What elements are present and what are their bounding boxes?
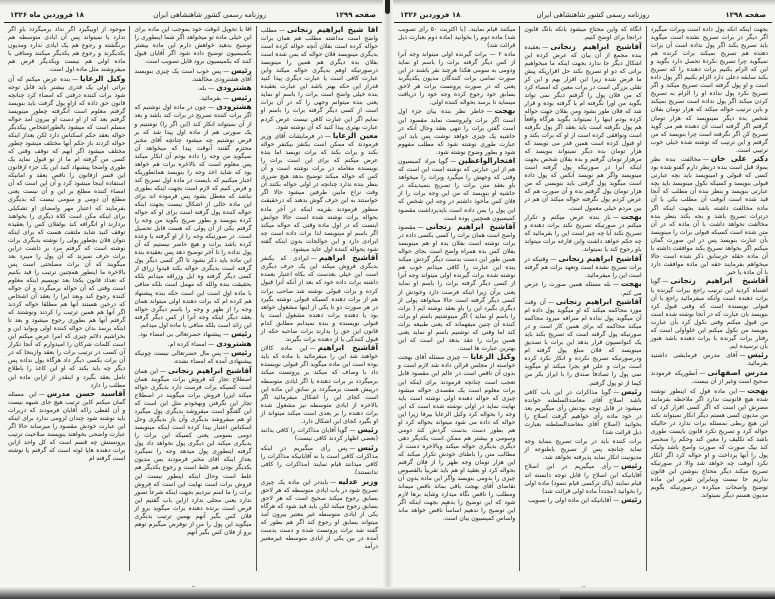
em-dash: — [330,478,337,486]
transcript-paragraph [524,213,641,254]
speaker-name: افتخارالواعظین [458,156,516,166]
paragraph-text: مخالفت بنده نظر بمواد قبل است بنده درنظر دارم گفتو شده بود کسی که قبولی و امینویسد باید بچه عبارتی قبولی بنویسد و کسیکه نکول مینویسد باید بچه عبارتی بنویسد و بنظر بنده آن مطلب که آنجا قید شده است آنوقت آن مطلب یکی با آن ماده مخالفت داشته باشد بجهت اینکه اگر درترات تصریح باشد و بجه بکند بنظر بنده مخالفت نخواهد داشت با آن ماده که در آن متن شده است کسیکه قبولی برات را مینویسد بآن عبارت بنویسد پس در این صورت گمان میکنم اگر بخواهد تصریح بکند موافقت داشته با آن ماده حقله حرسابق ذکر شده است حالا میخواهم بفرمایند حقه این ماده موافقت دارد با آن ماده یا خیر. [650,156,768,276]
em-dash: — [613,463,620,471]
paragraph-text: پس مال حضرتعالی نیست چونیکه پیشنهادی آمده که امضاء نشده. [134,350,252,366]
em-dash: — [223,67,230,75]
paragraph-text: پیشنهاد حضرتعالی بی امضاء بود. [138,331,222,339]
speaker-name: بهجت [747,385,768,395]
transcript-paragraph [524,496,641,505]
em-dash: — [72,75,79,83]
em-dash: — [542,43,549,51]
em-dash: — [613,497,620,505]
transcript-paragraph [524,255,641,280]
em-dash: — [699,369,706,377]
running-header [394,8,772,23]
paragraph-text: آنطوریکه فرمودند صحیح است وغیر از آن نیست. [650,369,768,386]
paragraph-text: مطلب واضح است مداشته مطلب هم همان برات حواله کرده است بفلان آنچه حواله کرده است بدیگری مینویسد فلان حواله که بمن شده است بفلان بده دیگری هم همین را مینویسد درصورتیکه اوهم بدیگری حواله میکند واین عبارت کافی است یا عبارت دیگری پیدا کنید قدراز این حکه بهتر باشد این عبارت بعقیده بنده خیلی واضح است برات را باسم او نماید یعنی بنده میتوانم وجهی را که در آن برات است از کسی دیگر گرفته برات را باسم او نمایم اگر این عبارت کافی نیست عرض کردم عبارت بهتری پیدا کنید که آن نوشته شود. [260,27,378,131]
em-dash: — [324,133,331,141]
paragraph-text: آقا با تحویل آنوقت خود بموجب این ماده برای این خیلی ماده تو میخواهد اگر شما اینطوری را توضیح بدهید خواهش دارم این ماده بیشتر بکمیسیون توضیح داده شود اگر آقایان قبول کنند که بکمیسیون برود قابل تصویب است. [134,26,252,66]
speaker-name: رئیس [747,350,768,360]
issue-date: ۱۸ فروردین ۱۳۲۶ [400,11,461,19]
paragraph-text: بفرمائید. [199,94,222,102]
em-dash: — [208,104,215,112]
transcript-paragraph [8,390,125,463]
paragraph-text: امضاء کرده ام. [167,340,207,348]
column [646,26,772,571]
speaker-name: رئیس [621,461,642,471]
em-dash: — [278,27,286,34]
issue-date: ۱۸ فروردین ماه ۱۳۲۶ [10,11,84,19]
em-dash: — [223,94,230,102]
em-dash: — [159,367,166,375]
binding-mark [385,0,390,14]
transcript-paragraph [651,369,768,386]
em-dash: — [223,331,230,339]
em-dash: — [349,444,356,452]
paragraph-text: گویا مذاکرات در این باب کافی باشد اصلاح آقای معاضدالسلطنه خوانده میشود در قابل توجه بودنش رأی میگیریم بعد در خود ماده رأی خواهیم گرفت اصلاح را بخوانید (اصلاح آقای معاضدالسلطنه بعبارت ذیل قرائت شد) [524,389,642,437]
em-dash: — [223,350,230,358]
paragraph-text: چون در ماده اول نوشتیم که اگر برات کننده تصریح در برات کند باشد و بعد از آن نمیتواند انکار کند (این اگر را) نوشتیم و یک صورتی هم از ماده اول پیدا شد که بر قرض نوشتیم چه میشود چنانچه آقای مخبر محترم گفتند آنوقت پیدا که میخواهد آن نمیگوید من وجه را داده بودم آن انکار میکند پس معلوم است که بالاخره برات هم خواهد بود که شاید اخذ وجه را بنویسد همانطوریکه اجبار میکنیم که بایست در ماده اول تصریح کند و فرض کنیم که لازم است بجهت اینکه بطوری نباشد که معطل بشود پس فرموده اند برای این ماده خالی از اشکال نیست بجهت اینکه حواله کننده پول گرفته است برای او که حواله کرده بنویسد و بطور صریح بگوید من وجه را گرفتم یکی از آن پولی که هست قابل تحصیل است. در صورتیکه وجه را از او گرفته یا وعده کرده باشد برات و هیچ حاضر نیستیم که آن پول نداده را تا آخر توضیح دهد پس بعقیده بنده این ماده باید ذکر بشود تا اگر کسی دیگر پول گرفته است بدیگری حواله بکند قیدوا زراق از کسی دیگر گرفته وه ایل وزراقه میدانم بلکه بحقیقت بنده والله که مهمل است بلکه منافی با ماده اول است این است حکه بنده پیشنهاد هم کرده ام که برات دهنده اولی میتواند همان وجه را از ظهر و وجه را باسم دیگری حواله بعقد دیگر اینکه وجه آنرا از کس دیگر گرفته این زائد است بلکه منافی با ماده اول میدانم. [134,104,252,329]
transcript-paragraph [398,107,515,156]
em-dash: — [309,345,316,353]
em-dash: — [739,352,746,360]
transcript-paragraph [134,67,251,84]
transcript-paragraph [261,254,378,344]
speaker-name: رئیس [231,329,252,339]
paragraph-text: پس خوب است یک چیزی بنویسند آقای هشترودی مخالفند. [134,67,252,83]
em-dash: — [38,391,45,399]
em-dash: — [486,108,493,116]
gazette-title: روزنامه رسمی کشور شاهنشاهی ایران [536,11,650,19]
transcript-paragraph [524,388,641,437]
paragraph-text: بله مسئله همین صورت را عرض می کنم. [524,281,642,297]
gazette-title: روزنامه رسمی کشور شاهنشاهی ایران [153,11,267,19]
transcript-paragraph [261,26,378,132]
paragraph-text: این ماده قول که اینطور نوشته شده هیچ قانونیت ندارد اگر ملاحظه بفرمایند مضرش این است که اگر کسی اقرار کرد که من مدیون کسی هستم دیگر انکار نمیتواند بکند این هیچ ربطی بمسئله برات ندارد در حالیکه حواله کرد و تصریح نکرد قانون بایست طوری باشد که تکلیف را معین کند وحکم را منحصر کند بیک صورت که صورت واضح باشد ولیکه پول را آنها پرداخت و او حواله کرد اگر انکار نکرد آنوقت چه خواهد شد والا در صورتیکه تصریح میکند دیگر محتاج بنوشتن این قانون نداریم جا نیست وبنابراین تقریر این ماده توضیح واضحات میکرده درصورتیکه بگویم مدیون هستم دیگر نمیتواند. [650,387,768,500]
transcript-paragraph [524,26,641,42]
speaker-name: رئیس [621,495,642,505]
speaker-name: بهجت [620,212,642,222]
paragraph-text: آن وقت مورد محاکمه میکند که او میگوید پول داده ام آن میگوید پول نداده ام مترافه میرود محاکمه میکند محاکمه که برای همین کار است و در صورتیکه پول گرفته است که تصریح بکند باید یک کنوانسیون قرار بدهد این برات با تصدیق مینویسد که فلان مبلغ پول گرفته ام ودرصورتیکه تصریح نکرده و انکار نکرد کرده است برات و علی قو بجرا میکند او میگوید نمی پول را تصادفاً صندق را با ایراز بکر من کیما از تو پول گرفتم. [524,299,642,387]
speaker-name: آقاشیخ ابراهیم زنجانی [670,276,768,286]
em-dash: — [462,354,469,362]
transcript-paragraph [134,367,251,537]
transcript-paragraph [524,462,641,495]
paragraph-text: چیزی مسئله آقای بهجت خواسته از مجلس قرائن داده شد لازم است و بدون آن ناقص است در عالم این مقصود قابل تعجب است چنانچه فرمودند برای اینکه این برات معلوم است یک مقصدی حواله میشود چیزی که حواله دهنده اولی نوشته است باید نهایت نماید در اولی نوشته شده است که این وجه را بحواله کرد وکیل الرعایا بیرفا زیرا این حواله که داده می شود میتواند بحواله کرد او هم بطور دست بدست گردش کند دومی وسومی و بیشتر هم ممکن است یکدیگر دهی دیگری بدیگری حواله میکند وبالاخره دست از مطالب متن را باطنای خودش تکرار میکند که این هزار تومان وجه ظهر را از فلان گرفتم بحواله کرد او بعقید او هم باید تقریباً بالفصوص چیزی را بدومی بنویسد واگر این ماده بدون آن تقاضای آقای بهجت باقی بماند ناقص میماند ومطلب را ناقص نگاه میدارد وشاید برها لازم شود که این توضیح را بدهیم بجهت اینکه اگر این توضیح را ندهیم اساساً ناقص خواهد ماند واساس کمیسیون بیان است. [398,354,516,523]
page-right [394,8,772,588]
transcript-paragraph [134,349,251,366]
transcript-paragraph [261,132,378,254]
transcript-paragraph [651,155,768,277]
paragraph-text: خاطر نظر بنده بیان جزء اول است اگر برات واپروتست نماید مقصود این است گفتن برات را تنهی بعقد وحال آنکه در حاشیه یک چیزی خواهد نوشت پس باید این عبارت طوری نوشته شود که مطلب مفهوم شود و بطور وضوح نوشته شود. [398,108,516,156]
em-dash: — [550,255,557,263]
speaker-name: آقاسید حسن مدرس [46,389,126,399]
speaker-name: دکتر علی خان [710,154,768,164]
em-dash: — [612,214,619,222]
transcript-paragraph [261,478,378,551]
em-dash: — [613,389,620,397]
paragraph-text: برات کننده باید در برات تصریح بنماید وجه تماید چنانچه پس از تصریح باطنوعه از مدیونیت انکار نماید پذیرفته نخواهد شد. [524,437,642,461]
column [129,26,255,571]
speaker-name: رئیس [357,425,378,435]
paragraph-text: این همان اصطلاح تجار که فروش برات میگویند همان است کسیکه برات فرصت دارد بدیگری حواله میکند ایزرا فروش برات میگویند در اصطلاح تجار این نگرفتن وبهخودم مثل این است که این گفتگو است میفروشد بدیگری پول میگیرد او هم میفروشد بدیگری وآن باز بدیگری وحل اسکناس اعتبار پیدا کرده است اینکه مینویسد دومی بسومی یعنی کسیکه این برات را بدیگری میکند این دیگری پول نخواهد داد پول گرفته اینطوری پول میدهد وجه را نمیگیرد بعداز اینکه آقای مخبر فرمودند بس مدیون یکدیگر بودن هم غلط است و رجوع یکدیگر هم غلط است وحال اینکه اینطور نیست این فروش برات است نهایت این است که فروش برات را ما اسم نبردیم بجهت اینکه شرعاً تصور ندارد یعنی محلی ندارد ازاین باب گفتیم این فرض است برنده دهنده برات میگوید برو از فلان کس بگیر آنهم بهمین ترتیب بدیگری میگوید این پول را من از توفرض میگیرم توهم برو از فلان کس بگیر آنهم [134,367,252,536]
page-left [4,8,382,588]
paragraph-text: بایددر این ماده یک چیزی تصریح شود در باب ایادی متوسطه که هر لاحق بسابق رجوع میکند صحیح است که هر لاحق بسابق رجوع میکند لکن باید قید شود که هرگاه یکی از ایادی متوسطه غیر معتبر بیرون آمد میتواند بسابق او رجوع کند اگر هم بطور که گفته شد برات پروتست شده و دست بدست آمده در بین یکی از ایادی متوسطه غیرمعتبر درآمد [260,478,378,550]
paragraph-text: بعقیده بنده مجمع از آن بیان که عرض کرده این اشکال دیگر جا ندارد بجهت اینکه ما میخواهیم براتی که دو او تصریح نکند حل اقراریکه پیش ما فرض شده زیرا این اقرار بهم و این کر تقلی بزرگی است در برات معین که امضاء کرد که من فلان پول را گرفتم دیگر نمی تواند بگوید من اورا نگرفته ام یا گرفته بوده و قرار شد که فلان طور بشود ومن بفلان جهت حواله کرده بودم اینها را نمیتواند بگوید هرگاه واقعاً هم پول نگرفته است باید بعقد اگر پول نگرفته است وتوافقی کرده است از او که برات بکند و او قبول کرده است همین قدر می نویسد که هزار تومان بده دیگر نمیتواند بنویسد که مرهزار تومان گرفتم و بده بفلان شخص بجهت اینکه آنرا در صورتیکه پول گرفته است مینویسد واگر هم نویسد آنکس که پول داده است میگوید پول گرفتی باید بنویسی که من هزار تومان پول گرفتم بده و آن صورت هم که عرض کردم پول نگرفته حواله میکند آن هم در بین مردم خیلی معمول است. [524,43,642,212]
speaker-name: آقاشیخ ابراهیم زنجانی [167,365,252,375]
speaker-name: آقاشیخ ابراهیم زنجانی [558,253,642,263]
em-dash: — [349,427,356,435]
em-dash: — [310,255,317,263]
speaker-name: بهجت [620,279,642,289]
page-number: صفحه ۱۲۹۸ [725,11,766,19]
columns [394,26,772,571]
paragraph-text: گویا اشتباه کردید این ترتیب راجع ببرات گیرنده یا برات دهنده است وآنکه میفرمائید راجع با آن قبولی نویسنده است که وقتی قبول کرد بنویسد بان عبارت که در آنجا نوشته شده است من قبول میکنم وقتی نکول کرد بآن عبارت بنویسد من نکول میکنم این خلواولی است که رفتار برات گیرنده با برات دهنده باشد هنوز بآن نرسیده ایم. [650,278,768,350]
paragraph-text: گویا مراد کمیسیون هم از این عبارتی که نوشته است این است که وقتی که وجهش را میگیرد وبرات را میخواهد باو بعقد متن برات را تصریح بنمیدینکه در حاشیه او بنویسد که من این وجه برات را از فلان کس مأخوذ داشتم در وجه این شخص که این پول را بمن داده است بایدبرداشت مقصود کمیسیون همچنین بوده است [398,158,516,222]
transcript-paragraph [134,26,251,66]
speaker-name: هشترودی [216,338,252,348]
speaker-name: هشترودی [216,83,252,93]
speaker-name: مدرس اصفهانی [707,367,768,377]
speaker-name: رئیس [231,348,252,358]
transcript-paragraph [524,280,641,297]
running-header [4,8,382,23]
speaker-name: رئیس [231,65,252,75]
transcript-paragraph [651,26,768,155]
scan-bottom-shadow [560,589,775,599]
speaker-name: آقاشیخ ابراهیم [317,343,378,353]
paragraph-text: آنگاه که واین محتاج میشود بانکه بانگ قانون درانجا برای اوضح کنیم. [524,26,642,42]
transcript-paragraph [398,223,515,353]
transcript-paragraph [8,75,125,390]
paragraph-text: ایرادی که یکنفر بدیگری فروش میکند این یک حرف دیگری است این خیلی بعدست که بکاه اعتبار بعمده داشته برات داده خود که بعد از آنکه آنرا قبول کرده و برات قبولی نوشته شد صاحب برات هم از برات دهنده کسیکه قبولی نوشته بگیرد در هر صورت دو تا یکی از اینها مشغول خواهد بود یا دهنده برات دهنده مشغول است یا قبولی نویسنده و بنده نمیدانم مطابق کدام قانون این حق را بدارند برات صاحبه حکه از قبول کنندگی یا از دهنده برات بگیرند. [260,255,378,343]
em-dash: — [547,299,554,307]
paragraph-text: بنده عرض میکنم که آن براتی اولی یک قدری بیشتر باید قابل توجه شود برات کننده درقتی که امضاء کرد چنانچه قانون حق داده که ازاو پول گرفت باید بنویسد گرفتم معلوم است آنگرفته چطور مینویسد گرفتم بعد که از او دست او بیرون آمد حواله مسلم است که میشود بالطوراشخاص بیکدیگر حواله بعقد حکم اسکناس دارد لکن بعداز اینکه حواله کردند باز حکم آنها مختلف میشود چطور مختلف میشود اگر آنهم که توقف وقتی که کسی من گرفته ام ما از تو قبول نماید یک طوری واضحا پیشنهاد کنید این یک جزء ازقانون این قسر ازقانون را ناقص بعقد و امانیکه استفاده اینجا میشود کرد و آن این است که آن امضاء کننده مطلع بر این و آن نیست یعنی مطلع آن دومی و سومی نیست که بدیگری بفرمایند که اعتبار مهر وامضای او تشکیلی برای اینکه مکن است کلاه دیگری را بخواهند بردارند او انگرافه کند بولفلان کس را بعقیده توقف کنید شاید ملتفت هست که برای اینکه نتوان فلان بچطور پولی را نوشته بدیگری برات نوشته است که گرفتم مرد بر داشت دراین برات حرف نمیزند که آن پول را میبرد بعد میگویند که آن برات مصلحتی است پس بالاخره ما اینطور همچنین ترتیب را قید بکنیم که تعداد قانون یکجا بعد نویسیم اینکه معلوم است وقتی که آن حواله برمیگردد و آن حواله کننده رجوع کند وبعد ایرا را بعقد آن اشخاص که درحین هستند آنها هم مطلقا حواله کردند اگر آنها هم همین ترتیب را کردند ونوشتند که گرفتم آنها هم بطورى رجوع میشود و بعد تا اینکه برسد بدان حواله کننده اولی وبواید این و بخراشیم دلائم چیزی که امرا عرض میکنم این است کلمات شرکان را امیدوارم که آنجا تکرار آن کسب در ترتیب برات را بعقد وازینجا که در آن برات بکسی دیگر داد هرگاه پول نداده پس دیگر چه باید بکند که او این کاغذ را باطلاع تامل بعقد بگیرد و اینقدر از ازاین ماده این مطلب را دارد [8,75,126,389]
speaker-name: آقاشیخ ابراهیم [318,253,378,263]
paragraph-text: پس رأی میگیریم در اینکه مذاکرات کافی است یا نه آقایانیکه مذاکرات را کافی میدانند قیام نمایند (مذاکرات را کافی ندانستند). [260,444,378,477]
transcript-paragraph [398,51,515,107]
paragraph-text: میکنند قیام نمایند. (با اکثریت ۵۰ رأی تصویب شد) ماده دوم را بخوانید (ماده دوم بعبارت ذیل قرائت شد) [398,26,516,50]
paragraph-text: وقتیکه در برات تصریح نشده است وتعهد برات هم گرفته است این را میفرمائید. [524,255,642,279]
paragraph-text: مقصود واضح است همان برات را کسی بکسی داده در برات نوشته است بفلان بده او هم مینویسد بفلان کس بده همراه واضح است بجای حواله همین طور این دست بدست دیگر گردش میکند بنده این عبارت را کافی میدانم خوب هم نوشته شده برات گیرنده اولی میتواند وجه آنرا از کسی دیگر گرفته برات را باسم او نماید یعنی برآن زیرا اینکه فرصت دارد وخودش از کسی دیگر گرفته است حالا میخواهد پولی از دیگری بگیرد این را باو بعقد نوشته ایم ( برات را باسم او نماید ) اگر مینوشتیم باسم او برات کننده آن چنین میفهماند که یعنی طبیعه برات کند اما وقتی که نوشتیم باسم او نماید یعنی همین برات را عقد بدهد این است که این بهترین عبارت ها است. [398,224,516,352]
transcript-paragraph [398,157,515,222]
em-dash: — [739,387,746,395]
transcript-paragraph [524,298,641,388]
paragraph-text: این ماده کالان خواهند شد این را میفرمائید با ماده که باید بوده است این ماده میگوید اگر قبولی نویسنده داد با وصاف که میکند بر پروتست میکند برمیگردد بر برات دهنده یا اگر ایادی متوسطه درپیش هست برمیگردد بر سابق این ماده این است کجای این را اشکال میفرمائید اگر بالاخره از ایادی متوسطه نیز مشغول شده برات دهنده را بر بعدی است میکند میتواند از او بگیرد کجای این اشکال دارد. [260,345,378,425]
transcript-paragraph [398,353,515,523]
paragraph-text: رأی میگیریم در این اصلاح آقایانیکه این اصلاح را قابل توجه دانسته اند قیام نمایند (پاک ترکسی قیام ننمود) ماده اولی را بخوانید (مجدداً ماده اولی قرائت شد) [524,463,642,495]
columns [4,26,382,571]
speaker-name: هشترودی [216,102,252,112]
paragraph-text: آقایانیکه این ماده اولی را تصویب [528,497,612,505]
speaker-name: آقاشیخ ابراهیم زنجانی [425,222,516,232]
transcript-paragraph [524,438,641,462]
paragraph-text: موجود از اوبیگیرد اگر نداد برمیگردد باو اگر ندارد یا نمیتواند پس آن ایادی متوسطه هم برنگشته و رجوع هم یک ایادی ندارد ومدیون یکدیگرند و رجوع هم یکدیگر میکنند ومنافی با ماده اولی هم نیست ویکدیگر قرض هم میفروشند مثل ماده اول است. [8,26,126,74]
speaker-name: آقا شیخ ابراهیم زنجانی [287,26,378,34]
page-number: صفحه ۱۲۹۹ [335,11,376,19]
transcript-paragraph [8,26,125,74]
paragraph-text: در فرمایشات آقای وزیر فرمودند که ممکن است یکنفر بیکنفر حواله بکند و برات بکند که برات نویسد اما بنده عرض میکنم که برای این است برات را نویسنده معامله در برات نوشته است و آن کس که حواله میکند توضیح بدهد هیچ ضرری بنظر بنده ندارد چنانچه در اولی حواله بکنند آن وقت نزاع مابین طرفین میشود حالا اگر خواستند به این حرف گوش بدهند که درحقیقت منظور فرمودند بقرینه اینکه در آخر ماده بحواله برات نوشته شده است حالا جوابش اینست که در اول ماده وقتی که حواله میکند اگر باسم او مینویسد لذا برات داده است چه ایرادی دارد و این حوالجات بدون اینکه گفته شود بحواله کننده اول عاید میشود. [260,133,378,253]
speaker-name: وکیل الرعایا [470,352,516,362]
column [4,26,129,571]
em-dash: — [702,156,709,164]
column [394,26,519,571]
paragraph-text: این مسئله گمان میکنم کاین ترتیب هیچ جای شبهه نیست و آن لفظی راکه آقایان فرمودند که دربرات باید نوشته شود چندان لزومی ندارد برای اینکه این عبارت خودش مقصود را میرساند حالا اگر عبارت واضحی بخواهند بنویسند صلاحیت ترتیب پروتستش چه قسم است که کل واحد ازاین برات دهنده هاپا لوثه است که گرفتم پا نوشته است گرفته ام [8,391,126,463]
paragraph-text: گویا آقایان مذاکرات را کافی بدانند (بعضی اظهار کردند کافی نیست) [260,427,378,443]
transcript-paragraph [261,426,378,443]
paragraph-text: باز بنده عرض میکنم و تکرار میکنم در صورتیکه تصریح نکند برات دهنده و تصریح نکند آیا چه چیز است این را بفرمائید که چه حکم خواهد داشت واین فارغه برات میتواند باو رجوع کند یا نمیتواند. [524,214,642,254]
column [519,26,645,571]
transcript-paragraph [651,277,768,350]
speaker-name: وزیر عدلیه [338,476,378,486]
em-dash: — [662,278,669,286]
em-dash: — [208,85,215,93]
transcript-paragraph [651,387,768,501]
column [256,26,382,571]
book-spine [383,0,393,599]
paragraph-text: بله. [197,85,207,93]
transcript-paragraph [398,26,515,50]
speaker-name: رئیس [231,92,252,102]
paragraph-text: بجهت اینکه آنکه پول داده است وبرات میگیرد اگر دیگر در برات تصریح نشده است میگوید باید تصریح بکند اگر پول نداده است آن برات دهنده هم تصریح نمیکند برات کرنده هم نمیگوید چرا تصریح نکردهٔ تحصل دارد بگوید و این که الزام بکنیم برات دهنده را که تصریح بکند سابقه دعلی دارد الزام بکنیم اگر پول داده است و او پول گرفته است تصریح میکند و اگر تصریح نکرد پول نداده او را الزام به تصریح کردن میکند اگر پول نداده است تصریح نمیکند و باین ترتیب حواله میکند که هزار تومان بفلان شخص بده دیگر نمینویسد که هزار تومان گرفتم اگر گرفته است آن دهنده هم می گوید تصریح کن اگر نگرفته است چرا بنویسد که من گرفتم و این ترتیب که نوشته شده خیلی خوب ترتیبی است. [650,26,768,154]
transcript-paragraph [651,351,768,368]
speaker-name: معین الرعایا [332,131,378,141]
speaker-name: آقاشیخ ابراهیم زنجانی [550,41,642,51]
paragraph-text: ماده ۲ — برات گیرنده اولی میتواند وجه آنرا از کس دیگر گرفته برات را باسم او نماید ودومی به سومی هکذا هرچند نفر باشند در این صورت تمامی برات کنندگان مدیون یکدیگرند یعنی که در صورت پروتست برات هر لاحق بسابق خود رجوع کرده وجه خود را دریافت مینماید تا برسد بحواله کننده اولی. [398,50,516,106]
speaker-name: بهجت [494,106,516,116]
transcript-paragraph [524,43,641,213]
em-dash: — [417,224,424,232]
transcript-paragraph [134,103,251,329]
transcript-paragraph [261,344,378,425]
speaker-name: رئیس [357,442,378,452]
paragraph-text: آقای مدرس فرمایشی داشتید بفرمائید. [650,352,768,368]
em-dash: — [612,281,619,289]
speaker-name: آقاشیخ ابراهیم زنجانی [555,297,642,307]
em-dash: — [450,158,457,166]
speaker-name: رئیس [621,387,642,397]
transcript-paragraph [261,444,378,477]
em-dash: — [208,340,215,348]
speaker-name: وکیل الرعایا [80,73,126,83]
